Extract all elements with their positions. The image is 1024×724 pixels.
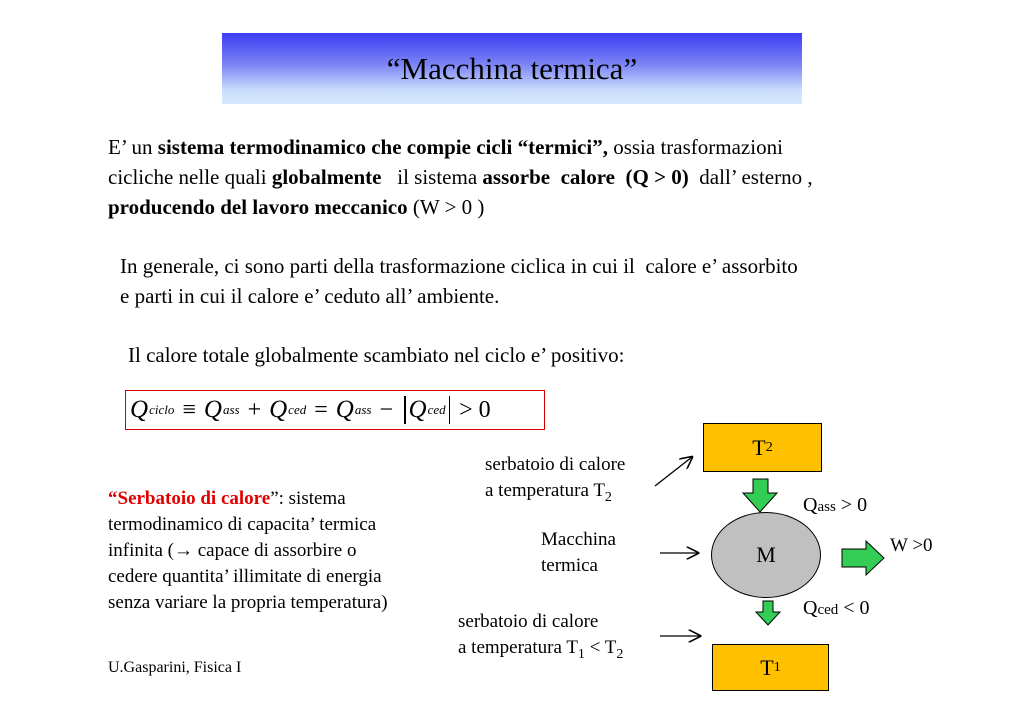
machine-ellipse: M: [711, 512, 821, 598]
hot-reservoir-label: serbatoio di calore a temperatura $T_2$: [485, 454, 626, 505]
heat-in-arrow: [743, 479, 777, 512]
work-arrow: [842, 541, 884, 575]
pointer-arrow-top: [655, 457, 692, 486]
cold-reservoir-label: serbatoio di calore a temperatura $T_1 < T_2$: [458, 611, 624, 662]
heat-ceded-label: Qced < 0: [803, 597, 870, 619]
work-label: W >0: [890, 535, 933, 556]
heat-out-arrow: [756, 601, 780, 625]
paragraph-definition: E’ un sistema termodinamico che compie cicli “termici”, ossia trasformazioni cicliche nelle quali globalmente il sistema assorbe calore (Q > 0) dall’ esterno , producendo del lavoro meccanico (W > 0 ): [108, 135, 813, 219]
heat-formula: Q ciclo ≡ Q ass + Q ced = Q ass − Q ced > 0: [125, 390, 545, 430]
footer-author: U.Gasparini, Fisica I: [108, 659, 242, 676]
reservoir-definition: “Serbatoio di calore”: sistema termodinamico di capacita’ termica infinita (→ capace di assorbire o cedere quantita’ illimitate di energia senza variare la propria temperatura): [108, 488, 388, 613]
paragraph-total-heat: Il calore totale globalmente scambiato nel ciclo e’ positivo:: [128, 343, 625, 367]
heat-absorbed-label: Qass > 0: [803, 494, 868, 516]
machine-label: Macchina termica: [541, 529, 616, 576]
paragraph-general: In generale, ci sono parti della trasformazione ciclica in cui il calore e’ assorbito e parti in cui il calore e’ ceduto all’ ambiente.: [120, 254, 798, 308]
slide-title: “Macchina termica”: [386, 50, 638, 86]
hot-reservoir-box: T 2: [703, 423, 822, 472]
cold-reservoir-box: T 1: [712, 644, 829, 691]
